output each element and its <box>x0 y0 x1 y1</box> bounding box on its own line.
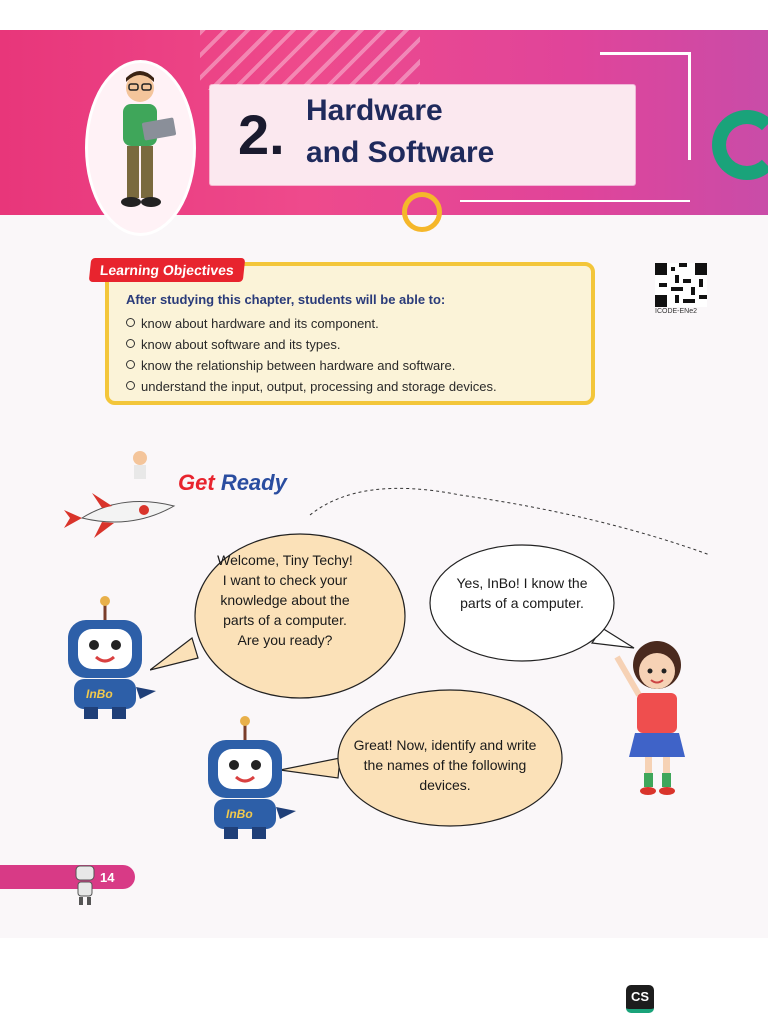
chapter-number: 2. <box>238 103 285 166</box>
circle-bullet-icon <box>126 360 135 369</box>
inbo-robot-illustration <box>60 595 160 725</box>
learning-objectives-intro: After studying this chapter, students will be able to: <box>126 292 446 307</box>
get-ready-heading <box>178 470 287 496</box>
page-number-band <box>0 865 135 889</box>
girl-illustration <box>605 635 715 800</box>
yellow-ring-decoration <box>402 192 442 232</box>
page-number: 14 <box>100 870 115 885</box>
inbo-robot-illustration-2 <box>200 715 300 845</box>
speech-text-girl: Yes, InBo! I know the parts of a computer. <box>456 575 588 611</box>
chapter-title-line1: Hardware <box>306 94 443 127</box>
robot-label-1: InBo <box>86 687 113 701</box>
chapter-title-line2: and Software <box>306 136 495 169</box>
list-item: know the relationship between hardware and software. <box>126 355 497 376</box>
get-ready-word1: Get <box>178 470 215 495</box>
speech-text-inbo-1: Welcome, Tiny Techy! I want to check your knowledge about the parts of a computer. Are you ready? <box>217 552 353 648</box>
circle-bullet-icon <box>126 318 135 327</box>
circle-bullet-icon <box>126 339 135 348</box>
green-ring-decoration <box>712 110 768 180</box>
speech-text-inbo-2: Great! Now, identify and write the names of the following devices. <box>353 737 537 793</box>
get-ready-word2: Ready <box>220 470 287 495</box>
circle-bullet-icon <box>126 381 135 390</box>
list-item: understand the input, output, processing and storage devices. <box>126 376 497 397</box>
learning-objectives-tag: Learning Objectives <box>89 258 245 282</box>
decorative-line <box>460 200 690 202</box>
textbook-page <box>0 30 768 938</box>
chapter-header-band <box>0 30 768 215</box>
robot-label-2: InBo <box>226 807 253 821</box>
small-robot-icon <box>72 862 98 906</box>
list-item: know about hardware and its component. <box>126 313 497 334</box>
qr-code-icon[interactable] <box>655 262 707 308</box>
chapter-title <box>306 90 626 174</box>
qr-code-label: ICODE-ENe2 <box>655 308 698 315</box>
boy-with-laptop-illustration <box>95 68 185 218</box>
learning-objectives-list <box>126 313 497 397</box>
decorative-stripes <box>200 30 420 90</box>
list-item: know about software and its types. <box>126 334 497 355</box>
camscanner-badge: CS <box>626 985 654 1013</box>
